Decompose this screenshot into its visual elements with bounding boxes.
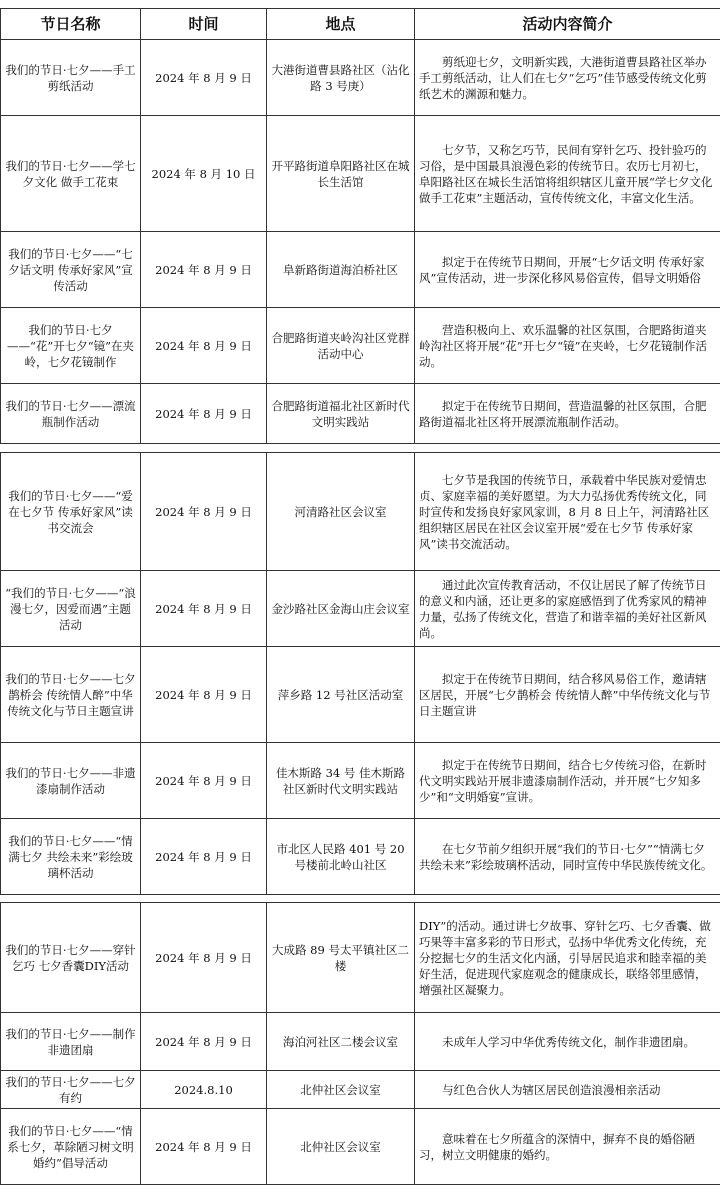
cell-desc: 拟定于在传统节日期间，营造温馨的社区氛围，合肥路街道福北社区将开展漂流瓶制作活动。 (415, 384, 720, 444)
cell-time: 2024 年 8 月 9 日 (141, 384, 267, 444)
cell-place: 北仲社区会议室 (267, 1071, 415, 1109)
cell-desc: DIY”的活动。通过讲七夕故事、穿针乞巧、七夕香囊、做巧果等丰富多彩的节日形式，弘扬中华优秀文化传统，充分挖掘七夕的生活文化内涵，引导居民追求和睦幸福的美好生活，促进现代家庭观念的健康成长，联络邻里感情，增强社区凝聚力。 (415, 903, 720, 1013)
table-row (1, 308, 720, 384)
cell-name: 我们的节日·七夕——七夕有约 (1, 1071, 141, 1109)
cell-place: 北仲社区会议室 (267, 1109, 415, 1185)
table-row (1, 647, 720, 743)
cell-name: “我们的节日·七夕——“浪漫七夕，因爱而遇”主题活动 (1, 571, 141, 647)
cell-time: 2024 年 8 月 9 日 (141, 743, 267, 819)
cell-place: 大港街道曹县路社区（沾化路 3 号庚） (267, 40, 415, 116)
cell-place: 阜新路街道海泊桥社区 (267, 232, 415, 308)
cell-desc: 营造积极向上、欢乐温馨的社区氛围，合肥路街道夹岭沟社区将开展“花”开七夕“镜”在夹岭，七夕花镜制作活动。 (415, 308, 720, 384)
cell-name: 我们的节日·七夕——“花”开七夕“镜”在夹岭，七夕花镜制作 (1, 308, 141, 384)
cell-time: 2024 年 8 月 9 日 (141, 1109, 267, 1185)
cell-place: 开平路街道阜阳路社区在城长生活馆 (267, 116, 415, 232)
cell-time: 2024.8.10 (141, 1071, 267, 1109)
cell-time: 2024 年 8 月 9 日 (141, 232, 267, 308)
cell-place: 佳木斯路 34 号 佳木斯路社区新时代文明实践站 (267, 743, 415, 819)
cell-place: 合肥路街道福北社区新时代文明实践站 (267, 384, 415, 444)
cell-desc: 剪纸迎七夕，文明新实践，大港街道曹县路社区举办手工剪纸活动，让人们在七夕“乞巧”佳节感受传统文化剪纸艺术的渊源和魅力。 (415, 40, 720, 116)
cell-place: 合肥路街道夹岭沟社区党群活动中心 (267, 308, 415, 384)
cell-desc: 在七夕节前夕组织开展“我们的节日·七夕”“情满七夕 共绘未来”彩绘玻璃杯活动，同时宣传中华民族传统文化。 (415, 819, 720, 895)
cell-time: 2024 年 8 月 9 日 (141, 647, 267, 743)
table-header (1, 9, 720, 40)
cell-time: 2024 年 8 月 9 日 (141, 308, 267, 384)
table-row (1, 819, 720, 895)
activity-table-3 (0, 902, 720, 1185)
table-row (1, 743, 720, 819)
cell-name: 我们的节日·七夕——学七夕文化 做手工花束 (1, 116, 141, 232)
cell-time: 2024 年 8 月 9 日 (141, 40, 267, 116)
cell-desc: 未成年人学习中华优秀传统文化，制作非遗团扇。 (415, 1013, 720, 1071)
cell-name: 我们的节日·七夕——七夕鹊桥会 传统情人醉”中华传统文化与节日主题宣讲 (1, 647, 141, 743)
cell-desc: 七夕节是我国的传统节日，承载着中华民族对爱情忠贞、家庭幸福的美好愿望。为大力弘扬优秀传统文化，同时宣传和发扬良好家风家训，8 月 8 日上午，河清路社区组织辖区居民在社区会议室开展“爱在七夕节 传承好家风”读书交流活动。 (415, 453, 720, 571)
table-row (1, 453, 720, 571)
cell-time: 2024 年 8 月 9 日 (141, 571, 267, 647)
cell-name: 我们的节日·七夕——“爱在七夕节 传承好家风”读书交流会 (1, 453, 141, 571)
cell-name: 我们的节日·七夕——“情满七夕 共绘未来”彩绘玻璃杯活动 (1, 819, 141, 895)
cell-time: 2024 年 8 月 9 日 (141, 903, 267, 1013)
table-row (1, 903, 720, 1013)
header-time: 时间 (141, 9, 267, 40)
cell-place: 海泊河社区二楼会议室 (267, 1013, 415, 1071)
activity-table-1 (0, 8, 720, 444)
activity-table-2 (0, 452, 720, 895)
table-row (1, 1071, 720, 1109)
cell-name: 我们的节日·七夕——“七夕话文明 传承好家风”宣传活动 (1, 232, 141, 308)
cell-name: 我们的节日·七夕——非遗漆扇制作活动 (1, 743, 141, 819)
table-row (1, 571, 720, 647)
cell-desc: 拟定于在传统节日期间，结合移风易俗工作，邀请辖区居民，开展“七夕鹊桥会 传统情人醉”中华传统文化与节日主题宣讲 (415, 647, 720, 743)
table-row (1, 116, 720, 232)
cell-name: 我们的节日·七夕——穿针乞巧 七夕香囊DIY活动 (1, 903, 141, 1013)
cell-name: 我们的节日·七夕——手工剪纸活动 (1, 40, 141, 116)
cell-time: 2024 年 8 月 9 日 (141, 819, 267, 895)
header-desc: 活动内容简介 (415, 9, 720, 40)
header-place: 地点 (267, 9, 415, 40)
cell-desc: 与红色合伙人为辖区居民创造浪漫相亲活动 (415, 1071, 720, 1109)
cell-name: 我们的节日·七夕——“情系七夕，革除陋习树文明婚约”倡导活动 (1, 1109, 141, 1185)
cell-place: 大成路 89 号太平镇社区二楼 (267, 903, 415, 1013)
cell-desc: 通过此次宣传教育活动，不仅让居民了解了传统节日的意义和内涵，还让更多的家庭感悟到了优秀家风的精神力量，弘扬了传统文化，营造了和谐幸福的美好社区新风尚。 (415, 571, 720, 647)
cell-time: 2024 年 8 月 9 日 (141, 453, 267, 571)
cell-place: 市北区人民路 401 号 20 号楼前北岭山社区 (267, 819, 415, 895)
cell-time: 2024 年 8 月 10 日 (141, 116, 267, 232)
cell-desc: 拟定于在传统节日期间，结合七夕传统习俗，在新时代文明实践站开展非遗漆扇制作活动，并开展“七夕知多少”和“文明婚宴”宣讲。 (415, 743, 720, 819)
table-row (1, 1013, 720, 1071)
cell-place: 金沙路社区金海山庄会议室 (267, 571, 415, 647)
cell-time: 2024 年 8 月 9 日 (141, 1013, 267, 1071)
header-name: 节日名称 (1, 9, 141, 40)
cell-place: 河清路社区会议室 (267, 453, 415, 571)
cell-desc: 拟定于在传统节日期间，开展“七夕话文明 传承好家风”宣传活动，进一步深化移风易俗宣传，倡导文明婚俗 (415, 232, 720, 308)
table-row (1, 40, 720, 116)
cell-desc: 意味着在七夕所蕴含的深情中，摒弃不良的婚俗陋习，树立文明健康的婚约。 (415, 1109, 720, 1185)
table-row (1, 384, 720, 444)
cell-desc: 七夕节，又称乞巧节，民间有穿针乞巧、投针验巧的习俗，是中国最具浪漫色彩的传统节日。农历七月初七，阜阳路社区在城长生活馆将组织辖区儿童开展“学七夕文化 做手工花束”主题活动，宣传传统文化，丰富文化生活。 (415, 116, 720, 232)
cell-place: 萍乡路 12 号社区活动室 (267, 647, 415, 743)
cell-name: 我们的节日·七夕——漂流瓶制作活动 (1, 384, 141, 444)
table-row (1, 1109, 720, 1185)
cell-name: 我们的节日·七夕——制作非遗团扇 (1, 1013, 141, 1071)
table-row (1, 232, 720, 308)
